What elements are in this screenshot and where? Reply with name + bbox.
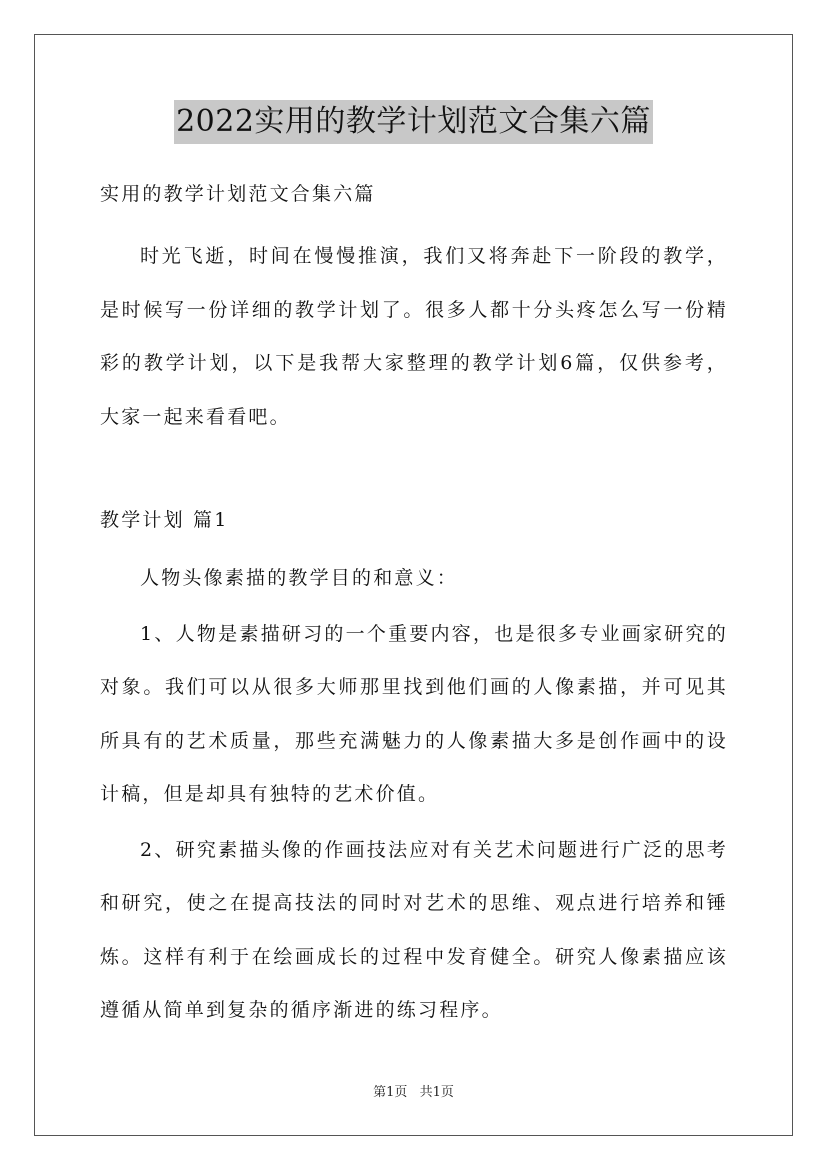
section-heading: 教学计划 篇1 (100, 509, 229, 531)
title-container (0, 100, 827, 144)
document-body (100, 176, 728, 1038)
body-paragraph-2: 1、人物是素描研习的一个重要内容，也是很多专业画家研究的对象。我们可以从很多大师那里找到他们画的人像素描，并可见其所具有的艺术质量，那些充满魅力的人像素描大多是创作画中的设计稿，但是却具有独特的艺术价值。 (100, 622, 728, 805)
page-number-total: 共1页 (419, 1085, 454, 1100)
intro-paragraph: 时光飞逝，时间在慢慢推演，我们又将奔赴下一阶段的教学，是时候写一份详细的教学计划了。很多人都十分头疼怎么写一份精彩的教学计划，以下是我帮大家整理的教学计划6篇，仅供参考，大家一起来看看吧。 (100, 245, 728, 428)
page-number-current: 第1页 (373, 1085, 408, 1100)
body-paragraph-3: 2、研究素描头像的作画技法应对有关艺术问题进行广泛的思考和研究，使之在提高技法的同时对艺术的思维、观点进行培养和锤炼。这样有利于在绘画成长的过程中发育健全。研究人像素描应该遵循从简单到复杂的循序渐进的练习程序。 (100, 838, 728, 1021)
document-title: 2022实用的教学计划范文合集六篇 (174, 100, 653, 144)
page-footer (0, 1084, 827, 1102)
document-subtitle: 实用的教学计划范文合集六篇 (100, 183, 376, 205)
body-paragraph-1: 人物头像素描的教学目的和意义： (140, 567, 459, 589)
